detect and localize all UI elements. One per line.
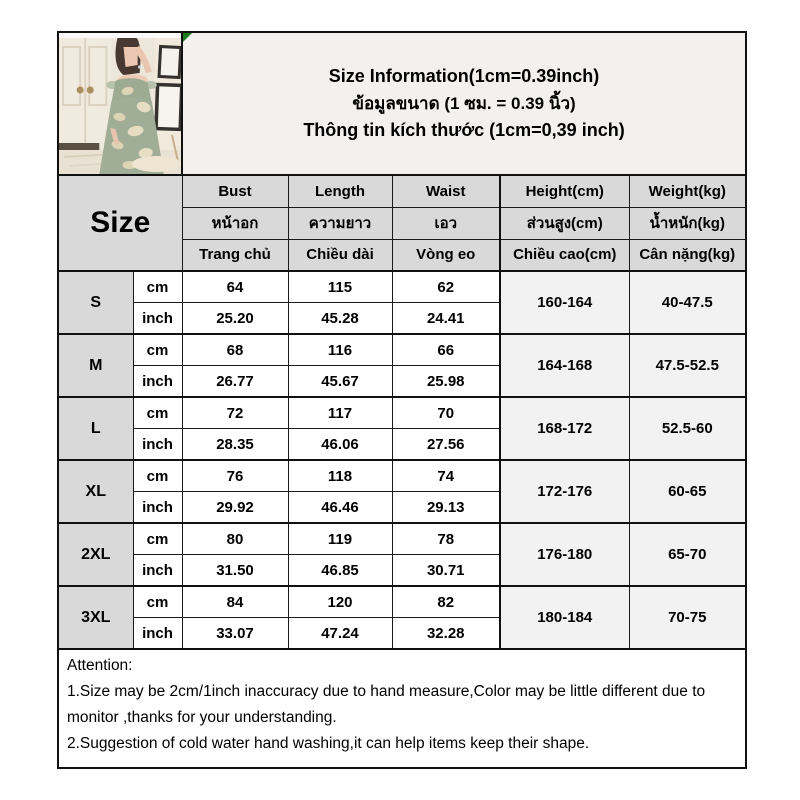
weight-range: 47.5-52.5 <box>629 334 746 397</box>
product-photo <box>58 32 182 175</box>
size-info-title-block <box>182 32 746 175</box>
header-height-en: Height(cm) <box>500 175 629 207</box>
attention-notes <box>58 649 746 768</box>
size-cell-2XL: 2XL <box>58 523 133 586</box>
weight-range: 40-47.5 <box>629 271 746 334</box>
weight-range: 65-70 <box>629 523 746 586</box>
size-cell-M: M <box>58 334 133 397</box>
length-value-cm: 120 <box>288 586 392 618</box>
weight-range: 70-75 <box>629 586 746 649</box>
height-range: 164-168 <box>500 334 629 397</box>
size-column-title: Size <box>58 175 182 271</box>
unit-label-inch: inch <box>133 555 182 587</box>
attention-line-2: 2.Suggestion of cold water hand washing,it can help items keep their shape. <box>67 735 590 752</box>
height-range: 172-176 <box>500 460 629 523</box>
waist-value-cm: 62 <box>392 271 500 303</box>
header-bust-th: หน้าอก <box>182 207 288 239</box>
unit-label-cm: cm <box>133 334 182 366</box>
bust-value-cm: 84 <box>182 586 288 618</box>
unit-label-inch: inch <box>133 303 182 335</box>
weight-range: 60-65 <box>629 460 746 523</box>
header-length-en: Length <box>288 175 392 207</box>
unit-label-cm: cm <box>133 523 182 555</box>
waist-value-cm: 70 <box>392 397 500 429</box>
waist-value-inch: 32.28 <box>392 618 500 650</box>
header-height-th: ส่วนสูง(cm) <box>500 207 629 239</box>
length-value-cm: 117 <box>288 397 392 429</box>
waist-value-inch: 30.71 <box>392 555 500 587</box>
unit-label-cm: cm <box>133 271 182 303</box>
waist-value-cm: 66 <box>392 334 500 366</box>
length-value-cm: 119 <box>288 523 392 555</box>
height-range: 160-164 <box>500 271 629 334</box>
title-thai: ข้อมูลขนาด (1 ซม. = 0.39 นิ้ว) <box>352 94 576 113</box>
waist-value-cm: 78 <box>392 523 500 555</box>
title-vietnamese: Thông tin kích thước (1cm=0,39 inch) <box>303 120 625 140</box>
size-cell-S: S <box>58 271 133 334</box>
waist-value-inch: 24.41 <box>392 303 500 335</box>
waist-value-inch: 29.13 <box>392 492 500 524</box>
length-value-inch: 47.24 <box>288 618 392 650</box>
bust-value-inch: 26.77 <box>182 366 288 398</box>
length-value-inch: 45.67 <box>288 366 392 398</box>
unit-label-cm: cm <box>133 586 182 618</box>
bust-value-cm: 68 <box>182 334 288 366</box>
waist-value-inch: 27.56 <box>392 429 500 461</box>
product-photo-illustration <box>59 33 182 174</box>
bust-value-cm: 64 <box>182 271 288 303</box>
length-value-inch: 46.85 <box>288 555 392 587</box>
header-length-th: ความยาว <box>288 207 392 239</box>
size-cell-XL: XL <box>58 460 133 523</box>
bust-value-inch: 28.35 <box>182 429 288 461</box>
height-range: 180-184 <box>500 586 629 649</box>
unit-label-cm: cm <box>133 460 182 492</box>
header-length-vi: Chiều dài <box>288 239 392 271</box>
size-cell-L: L <box>58 397 133 460</box>
bust-value-cm: 76 <box>182 460 288 492</box>
photo-wall-frames <box>155 38 182 161</box>
bust-value-cm: 80 <box>182 523 288 555</box>
waist-value-cm: 74 <box>392 460 500 492</box>
bust-value-inch: 31.50 <box>182 555 288 587</box>
photo-dress-train <box>132 156 182 172</box>
size-cell-3XL: 3XL <box>58 586 133 649</box>
bust-value-inch: 33.07 <box>182 618 288 650</box>
unit-label-inch: inch <box>133 366 182 398</box>
attention-line-1: 1.Size may be 2cm/1inch inaccuracy due to hand measure,Color may be little different due to monitor ,thanks for your understanding. <box>67 683 706 726</box>
length-value-inch: 46.46 <box>288 492 392 524</box>
height-range: 168-172 <box>500 397 629 460</box>
bust-value-inch: 29.92 <box>182 492 288 524</box>
waist-value-cm: 82 <box>392 586 500 618</box>
header-weight-vi: Cân nặng(kg) <box>629 239 746 271</box>
size-chart-sheet <box>57 31 745 769</box>
unit-label-cm: cm <box>133 397 182 429</box>
height-range: 176-180 <box>500 523 629 586</box>
waist-value-inch: 25.98 <box>392 366 500 398</box>
weight-range: 52.5-60 <box>629 397 746 460</box>
unit-label-inch: inch <box>133 429 182 461</box>
length-value-cm: 115 <box>288 271 392 303</box>
length-value-inch: 46.06 <box>288 429 392 461</box>
header-bust-vi: Trang chủ <box>182 239 288 271</box>
bust-value-inch: 25.20 <box>182 303 288 335</box>
header-height-vi: Chiều cao(cm) <box>500 239 629 271</box>
length-value-cm: 118 <box>288 460 392 492</box>
unit-label-inch: inch <box>133 618 182 650</box>
green-flag-triangle-icon <box>183 33 192 42</box>
header-waist-vi: Vòng eo <box>392 239 500 271</box>
size-chart-table <box>57 31 747 769</box>
attention-title: Attention: <box>67 657 133 674</box>
unit-label-inch: inch <box>133 492 182 524</box>
header-waist-th: เอว <box>392 207 500 239</box>
length-value-inch: 45.28 <box>288 303 392 335</box>
header-waist-en: Waist <box>392 175 500 207</box>
header-weight-en: Weight(kg) <box>629 175 746 207</box>
photo-door <box>59 38 111 152</box>
header-bust-en: Bust <box>182 175 288 207</box>
title-english: Size Information(1cm=0.39inch) <box>328 66 600 86</box>
length-value-cm: 116 <box>288 334 392 366</box>
header-weight-th: น้ำหนัก(kg) <box>629 207 746 239</box>
bust-value-cm: 72 <box>182 397 288 429</box>
